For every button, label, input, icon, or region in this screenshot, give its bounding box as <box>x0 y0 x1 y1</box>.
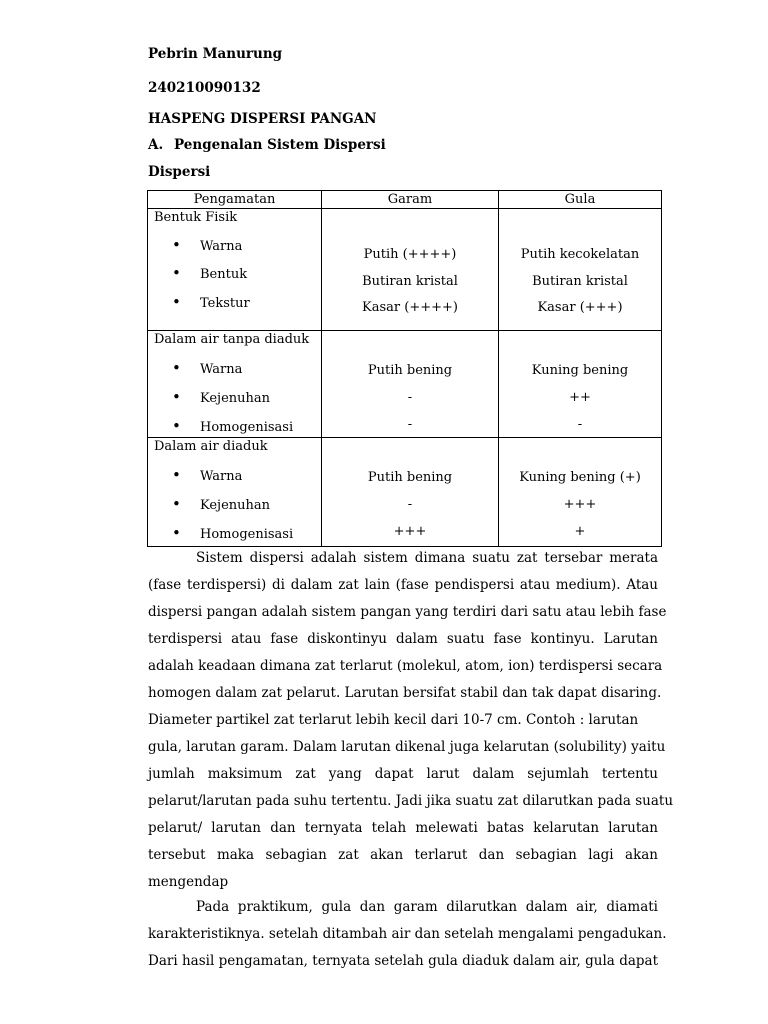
table-row <box>148 331 662 438</box>
table-cell: - <box>407 497 413 512</box>
gula-values-cell <box>499 438 662 547</box>
text-line: mengendap <box>148 874 229 890</box>
group-label: Bentuk Fisik <box>154 210 238 225</box>
gula-values-cell <box>499 331 662 438</box>
text-line: terdispersi atau fase diskontinyu dalam suatu fase kontinyu. Larutan <box>148 631 658 647</box>
list-item: • Bentuk <box>172 264 247 282</box>
section-heading <box>148 137 386 153</box>
table-cell: Putih (++++) <box>363 247 457 262</box>
table-cell: Butiran kristal <box>532 274 628 289</box>
paragraph-practicum <box>148 894 667 975</box>
garam-values-cell <box>322 331 499 438</box>
paragraph-dispersion-definition <box>148 545 674 896</box>
table-cell: ++ <box>569 390 591 405</box>
document-title: HASPENG DISPERSI PANGAN <box>148 111 377 127</box>
observation-table <box>147 190 662 547</box>
table-cell: - <box>407 417 413 432</box>
gula-values-cell <box>499 209 662 331</box>
table-cell: - <box>577 417 583 432</box>
text-line: (fase terdispersi) di dalam zat lain (fase pendispersi atau medium). Atau <box>148 577 658 593</box>
text-line: pelarut/ larutan dan ternyata telah melewati batas kelarutan larutan <box>148 820 658 836</box>
list-item: • Kejenuhan <box>172 495 270 513</box>
text-line: dispersi pangan adalah sistem pangan yang terdiri dari satu atau lebih fase <box>148 604 667 620</box>
table-cell: Butiran kristal <box>362 274 458 289</box>
author-name: Pebrin Manurung <box>148 46 283 62</box>
subsection-heading: Dispersi <box>148 164 211 180</box>
observation-label-cell <box>148 331 322 438</box>
text-line: Dari hasil pengamatan, ternyata setelah gula diaduk dalam air, gula dapat <box>148 953 658 969</box>
table-cell: Kasar (++++) <box>362 300 458 315</box>
list-item: • Kejenuhan <box>172 388 270 406</box>
garam-values-cell <box>322 209 499 331</box>
table-cell: Kuning bening (+) <box>519 470 641 485</box>
header-garam: Garam <box>322 191 499 209</box>
text-line: pelarut/larutan pada suhu tertentu. Jadi jika suatu zat dilarutkan pada suatu <box>148 793 674 809</box>
text-line: homogen dalam zat pelarut. Larutan bersifat stabil dan tak dapat disaring. <box>148 685 662 701</box>
list-item: • Warna <box>172 359 242 377</box>
group-label: Dalam air diaduk <box>154 439 268 454</box>
table-cell: + <box>574 524 586 539</box>
table-row <box>148 438 662 547</box>
table-header-row <box>148 191 662 209</box>
list-item: • Homogenisasi <box>172 417 293 435</box>
table-row <box>148 209 662 331</box>
header-gula: Gula <box>499 191 662 209</box>
observation-label-cell <box>148 209 322 331</box>
text-line: karakteristiknya. setelah ditambah air dan setelah mengalami pengadukan. <box>148 926 667 942</box>
table-cell: Putih kecokelatan <box>520 247 640 262</box>
table-cell: Putih bening <box>367 470 453 485</box>
table-cell: +++ <box>393 524 427 539</box>
text-line: tersebut maka sebagian zat akan terlarut dan sebagian lagi akan <box>148 847 658 863</box>
table-cell: Putih bening <box>367 363 453 378</box>
list-item: • Warna <box>172 466 242 484</box>
text-line: adalah keadaan dimana zat terlarut (molekul, atom, ion) terdispersi secara <box>148 658 663 674</box>
table-cell: Kasar (+++) <box>537 300 623 315</box>
text-line: Diameter partikel zat terlarut lebih kecil dari 10-7 cm. Contoh : larutan <box>148 712 639 728</box>
list-item: • Tekstur <box>172 293 250 311</box>
table-cell: - <box>407 390 413 405</box>
section-label: Pengenalan Sistem Dispersi <box>174 137 386 153</box>
text-line: gula, larutan garam. Dalam larutan dikenal juga kelarutan (solubility) yaitu <box>148 739 666 755</box>
list-item: • Warna <box>172 236 242 254</box>
list-item: • Homogenisasi <box>172 524 293 542</box>
header-pengamatan: Pengamatan <box>148 191 322 209</box>
observation-label-cell <box>148 438 322 547</box>
student-id: 240210090132 <box>148 80 261 96</box>
group-label: Dalam air tanpa diaduk <box>154 332 310 347</box>
table-cell: +++ <box>563 497 597 512</box>
text-line: jumlah maksimum zat yang dapat larut dalam sejumlah tertentu <box>148 766 658 782</box>
text-line: Pada praktikum, gula dan garam dilarutkan dalam air, diamati <box>196 899 658 915</box>
table-cell: Kuning bening <box>531 363 629 378</box>
section-number: A. <box>148 137 164 153</box>
garam-values-cell <box>322 438 499 547</box>
text-line: Sistem dispersi adalah sistem dimana suatu zat tersebar merata <box>196 550 658 566</box>
